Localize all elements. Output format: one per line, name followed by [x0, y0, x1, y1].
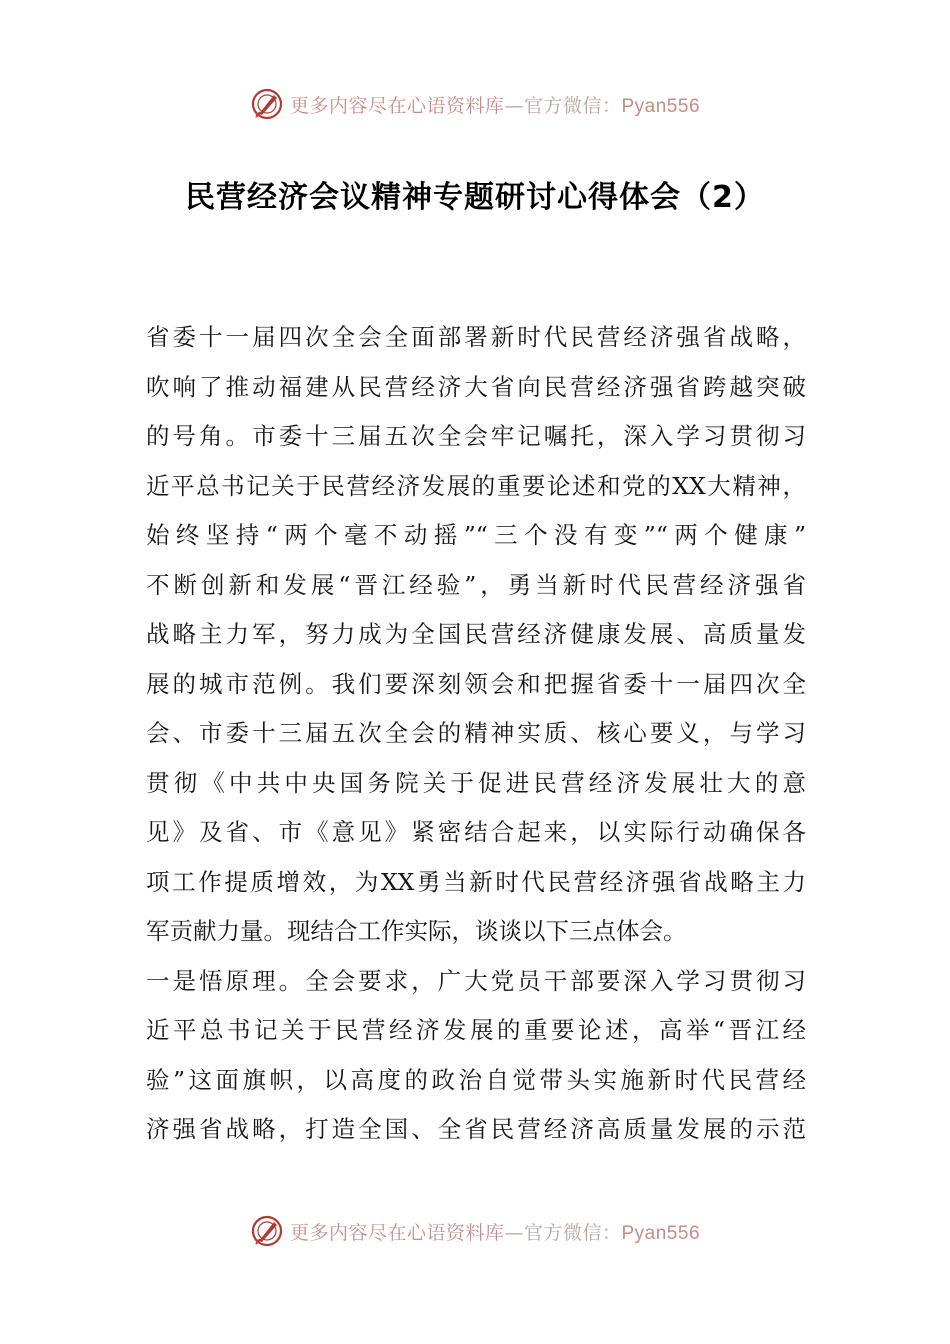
watermark-middle: —官方微信： [504, 1221, 622, 1244]
body-line: 验”这面旗帜，以高度的政治自觉带头实施新时代民营经 [146, 1065, 806, 1094]
body-line: 贯彻《中共中央国务院关于促进民营经济发展壮大的意 [146, 768, 806, 797]
body-line: 会、市委十三届五次全会的精神实质、核心要义，与学习 [146, 719, 806, 747]
body-line: 的号角。市委十三届五次全会牢记嘱托，深入学习贯彻习 [146, 422, 806, 450]
body-line: 济强省战略，打造全国、全省民营经济高质量发展的示范 [146, 1115, 806, 1143]
body-line: 军贡献力量。现结合工作实际，谈谈以下三点体会。 [146, 917, 687, 945]
document-title: 民营经济会议精神专题研讨心得体会（2） [185, 180, 765, 215]
watermark-text [290, 91, 700, 118]
pen-nib-circle-icon [250, 87, 284, 121]
body-line: 始终坚持“两个毫不动摇”“三个没有变”“两个健康” [146, 521, 806, 549]
footer-watermark [0, 1211, 950, 1251]
body-line: 展的城市范例。我们要深刻领会和把握省委十一届四次全 [146, 669, 806, 698]
body-line: 战略主力军，努力成为全国民营经济健康发展、高质量发 [146, 620, 806, 648]
body-line: 项工作提质增效，为XX勇当新时代民营经济强省战略主力 [146, 867, 806, 896]
document-body [146, 319, 806, 1161]
watermark-prefix: 更多内容尽在心语资料库 [289, 1221, 505, 1244]
body-line: 一是悟原理。全会要求，广大党员干部要深入学习贯彻习 [146, 966, 806, 995]
body-line: 近平总书记关于民营经济发展的重要论述和党的XX大精神， [146, 471, 806, 500]
pen-nib-circle-icon [250, 1214, 284, 1248]
body-line: 见》及省、市《意见》紧密结合起来，以实际行动确保各 [146, 818, 806, 846]
watermark-code: Pyan556 [621, 95, 701, 117]
watermark-middle: —官方微信： [504, 94, 622, 117]
watermark-text [290, 1218, 700, 1245]
body-line: 省委十一届四次全会全面部署新时代民营经济强省战略， [146, 323, 806, 351]
watermark-prefix: 更多内容尽在心语资料库 [289, 94, 505, 117]
body-line: 近平总书记关于民营经济发展的重要论述，高举“晋江经 [146, 1016, 806, 1044]
body-line: 吹响了推动福建从民营经济大省向民营经济强省跨越突破 [146, 372, 806, 401]
body-line: 不断创新和发展“晋江经验”，勇当新时代民营经济强省 [146, 570, 806, 599]
watermark-code: Pyan556 [621, 1222, 701, 1244]
header-watermark [0, 84, 950, 124]
